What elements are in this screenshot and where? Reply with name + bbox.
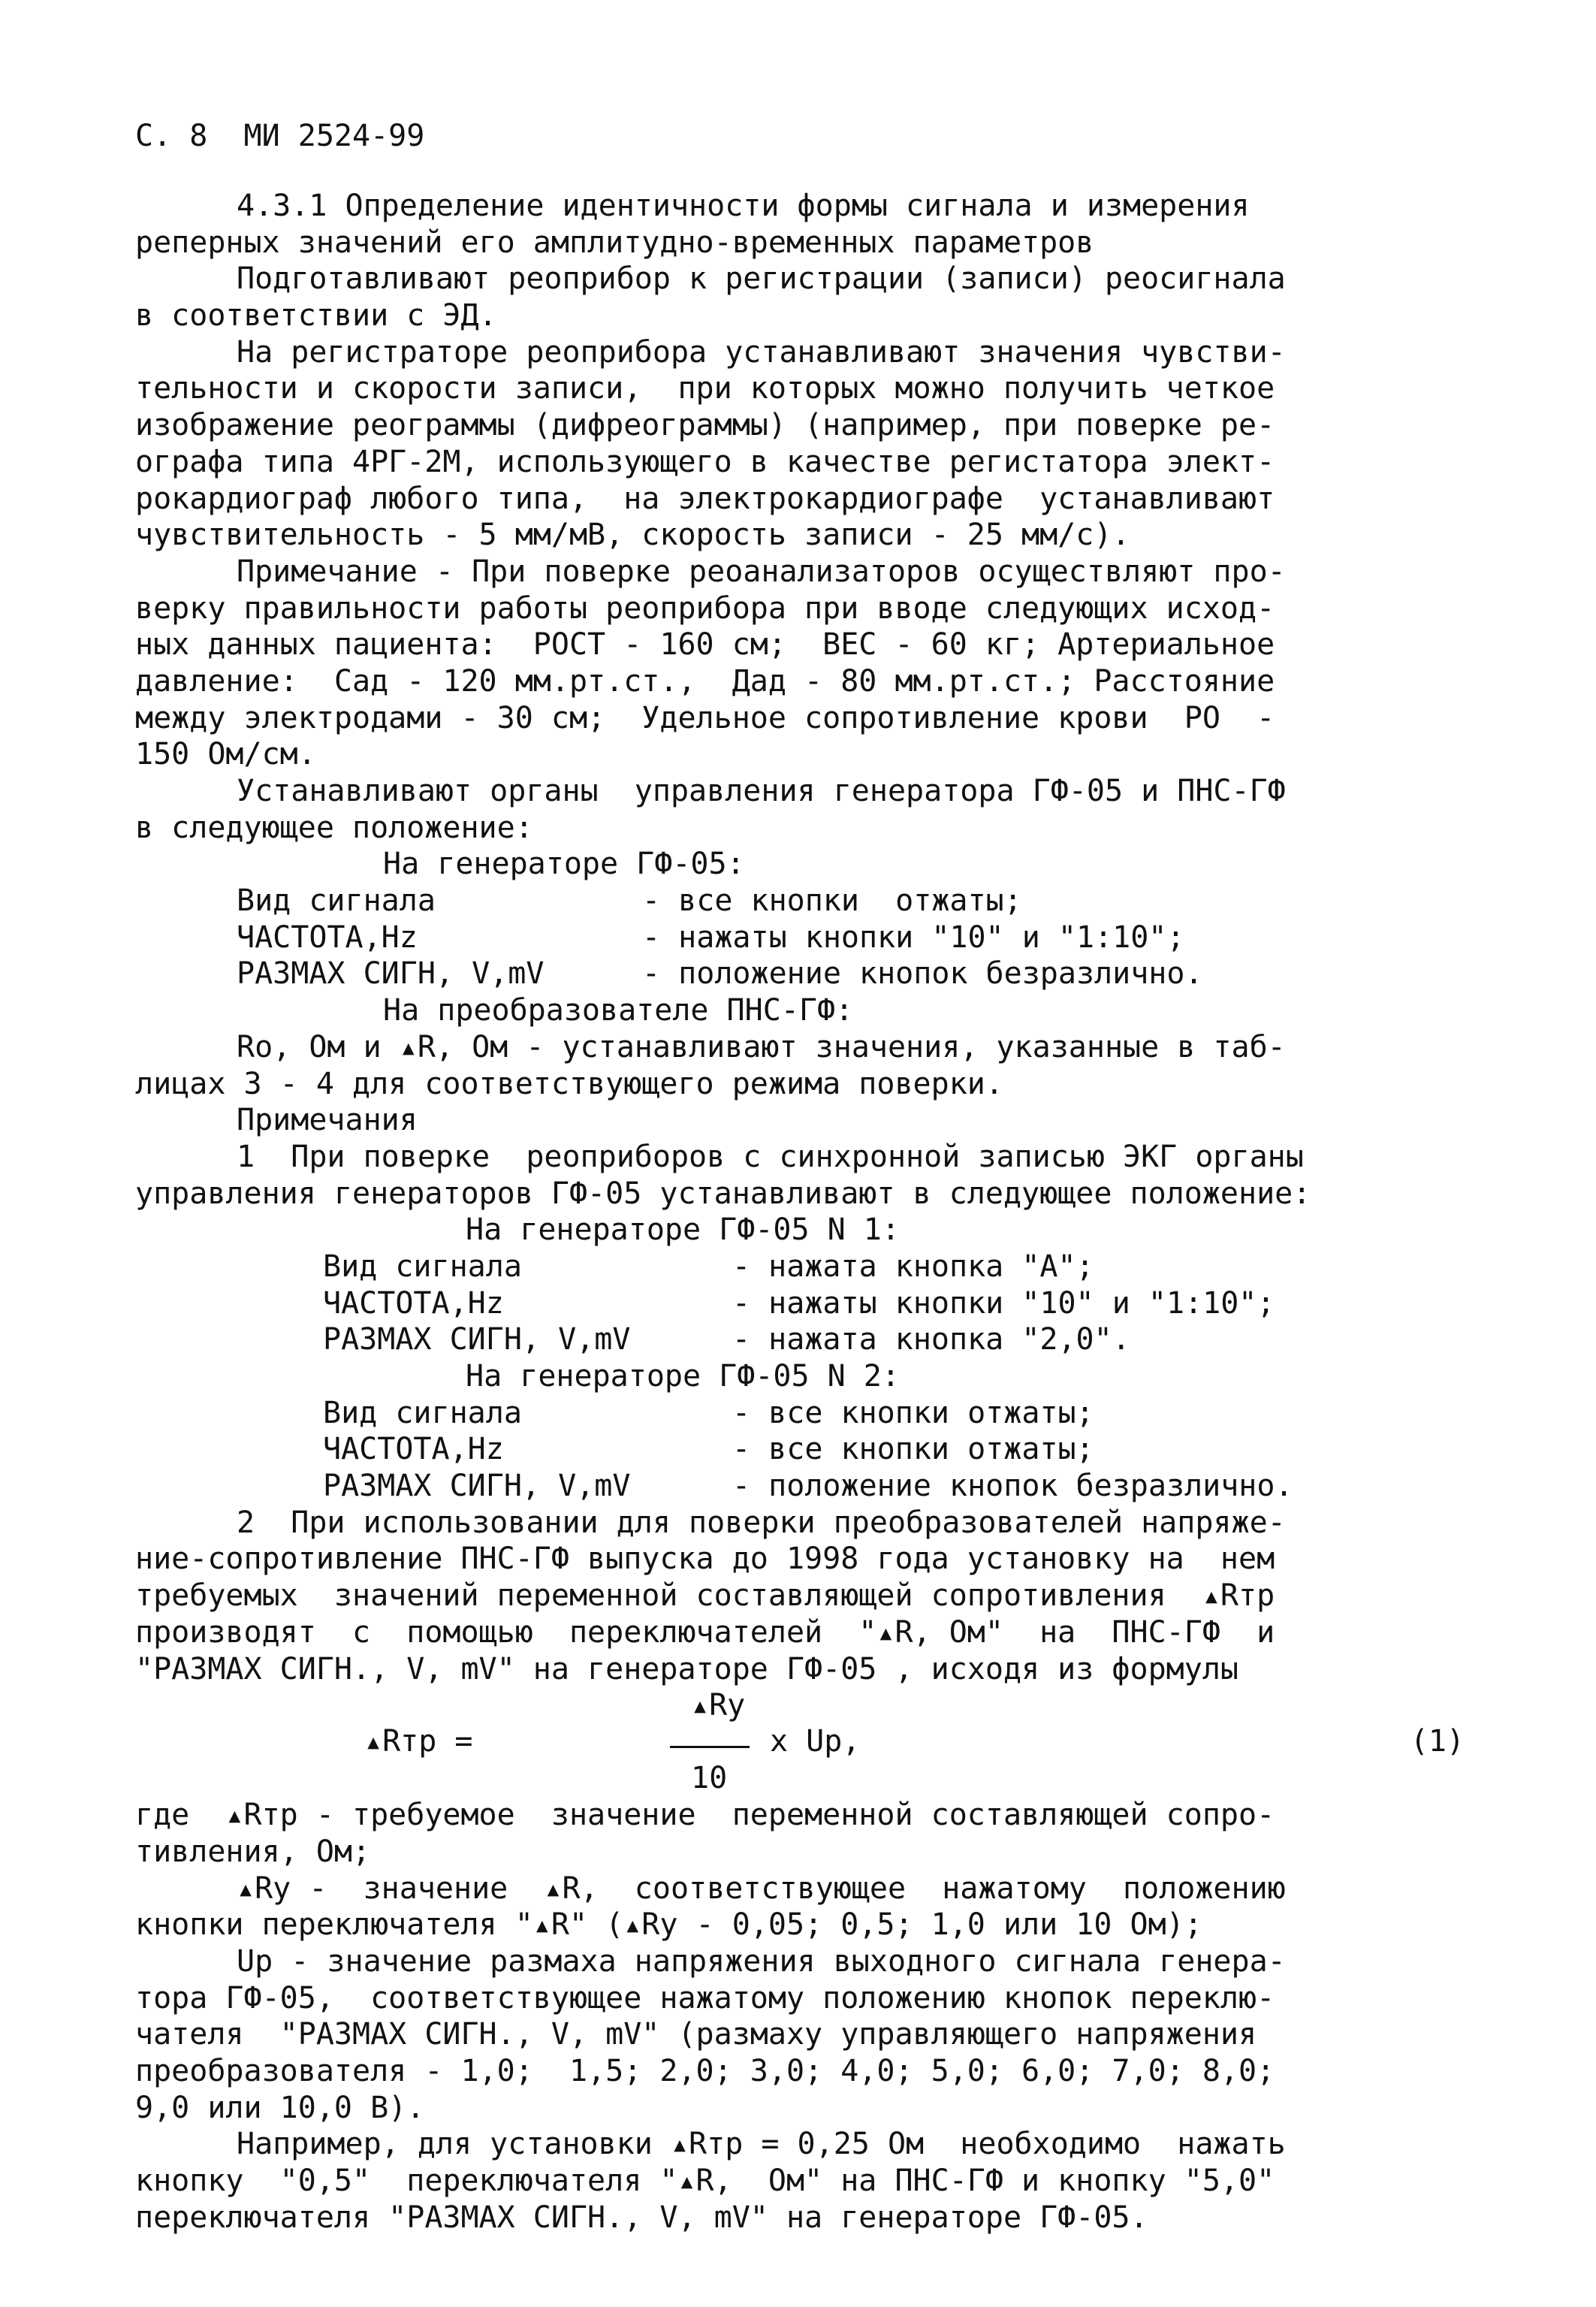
paragraph-line: чувствительность - 5 мм/мВ, скорость записи - 25 мм/с). [135,518,1130,553]
example-line: кнопку "0,5" переключателя "▴R, Ом" на ПНС-ГФ и кнопку "5,0" [135,2164,1275,2199]
generator-setting-row [135,1321,1502,1358]
paragraph-line: Устанавливают органы управления генератора ГФ-05 и ПНС-ГФ [237,774,1286,808]
page-header: С. 8 МИ 2524-99 [135,119,425,153]
setting-name: ЧАСТОТА,Hz [323,1432,504,1467]
generator-setting-row [135,883,1502,919]
generator-1-heading: На генераторе ГФ-05 N 1: [466,1212,900,1248]
example-line: переключателя "РАЗМАХ СИГН., V, mV" на генераторе ГФ-05. [135,2200,1148,2235]
generator-setting-row [135,1395,1502,1432]
setting-name: Вид сигнала [323,1395,522,1430]
setting-value: - нажаты кнопки "10" и "1:10"; [642,919,1185,955]
setting-name: ЧАСТОТА,Hz [323,1285,504,1321]
note-line: 1 При поверке реоприборов с синхронной записью ЭКГ органы [237,1139,1304,1174]
paragraph-line: изображение реограммы (дифреограммы) (например, при поверке ре- [135,408,1275,443]
formula-numerator: ▴Ry [691,1688,746,1723]
setting-value: - все кнопки отжаты; [732,1432,1094,1467]
generator-setting-row [135,919,1502,956]
definition-line: тивления, Ом; [135,1834,371,1869]
paragraph-line: На регистраторе реоприбора устанавливают значения чувстви- [237,334,1286,370]
paragraph-line: тельности и скорости записи, при которых можно получить четкое [135,371,1275,406]
note-line: ных данных пациента: РОСТ - 160 см; ВЕС - 60 кг; Артериальное [135,627,1275,663]
definition-line: кнопки переключателя "▴R" (▴Ry - 0,05; 0,5; 1,0 или 10 Ом); [135,1907,1202,1943]
definition-line: где ▴Rтр - требуемое значение переменной составляющей сопро- [135,1798,1275,1833]
note-line: верку правильности работы реоприбора при вводе следующих исход- [135,590,1275,626]
paragraph-line: ографа типа 4РГ-2М, использующего в качестве регистатора элект- [135,444,1275,479]
setting-value: - нажата кнопка "2,0". [732,1322,1130,1357]
setting-name: Вид сигнала [323,1249,522,1284]
formula-denominator: 10 [691,1761,728,1796]
converter-text-line: Ro, Ом и ▴R, Ом - устанавливают значения, указанные в таб- [237,1029,1286,1064]
converter-text-line: лицах 3 - 4 для соответствующего режима поверки. [135,1066,1003,1101]
paragraph-line: рокардиограф любого типа, на электрокардиографе устанавливают [135,481,1275,516]
note-line: производят с помощью переключателей "▴R, Ом" на ПНС-ГФ и [135,1614,1275,1650]
definition-line: чателя "РАЗМАХ СИГН., V, mV" (размаху управляющего напряжения [135,2017,1257,2052]
generator-2-heading: На генераторе ГФ-05 N 2: [466,1359,900,1394]
definition-line: тора ГФ-05, соответствующее нажатому положению кнопок переклю- [135,1980,1275,2016]
setting-value: - нажаты кнопки "10" и "1:10"; [732,1285,1275,1321]
formula-lhs: ▴Rтр = [364,1724,473,1759]
note-line: управления генераторов ГФ-05 устанавливают в следующее положение: [135,1176,1311,1211]
setting-value: - положение кнопок безразлично. [642,956,1203,992]
setting-name: РАЗМАХ СИГН, V,mV [237,956,545,992]
note-line: давление: Сад - 120 мм.рт.ст., Дад - 80 мм.рт.ст.; Расстояние [135,663,1275,699]
notes-heading: Примечания [237,1103,418,1138]
paragraph-line: Подготавливают реоприбор к регистрации (записи) реосигнала [237,261,1286,297]
paragraph-line: в следующее положение: [135,810,533,845]
setting-value: - нажата кнопка "А"; [732,1249,1094,1284]
section-title-line-2: реперных значений его амплитудно-временных параметров [135,225,1094,260]
note-line: "РАЗМАХ СИГН., V, mV" на генераторе ГФ-05 , исходя из формулы [135,1651,1239,1686]
paragraph-line: в соответствии с ЭД. [135,298,497,334]
page-body [135,188,1502,2236]
note-line: 2 При использовании для поверки преобразователей напряже- [237,1505,1286,1540]
generator-setting-row [135,956,1502,992]
setting-value: - все кнопки отжаты; [732,1395,1094,1430]
generator-heading: На генераторе ГФ-05: [383,847,745,882]
setting-name: РАЗМАХ СИГН, V,mV [323,1469,631,1504]
setting-value: - положение кнопок безразлично. [732,1469,1293,1504]
fraction-bar [670,1746,750,1748]
note-line: между электродами - 30 см; Удельное сопротивление крови РО - [135,700,1275,735]
section-title-line-1: 4.3.1 Определение идентичности формы сигнала и измерения [237,189,1250,223]
setting-value: - все кнопки отжаты; [642,883,1022,919]
note-line: 150 Ом/см. [135,737,316,772]
equation-number: (1) [1410,1724,1465,1759]
note-line: требуемых значений переменной составляющей сопротивления ▴Rтр [135,1578,1275,1614]
generator-setting-row [135,1468,1502,1505]
definition-line: Up - значение размаха напряжения выходного сигнала генера- [237,1943,1286,1979]
definition-line: ▴Ry - значение ▴R, соответствующее нажатому положению [237,1871,1286,1906]
generator-setting-row [135,1431,1502,1468]
formula-1 [135,1687,1502,1797]
example-line: Например, для установки ▴Rтр = 0,25 Ом необходимо нажать [237,2127,1286,2162]
setting-name: РАЗМАХ СИГН, V,mV [323,1322,631,1357]
formula-rhs: x Up, [770,1724,861,1759]
definition-line: преобразователя - 1,0; 1,5; 2,0; 3,0; 4,0; 5,0; 6,0; 7,0; 8,0; [135,2054,1275,2088]
note-line: ние-сопротивление ПНС-ГФ выпуска до 1998 года установку на нем [135,1542,1275,1577]
setting-name: Вид сигнала [237,883,436,919]
converter-heading: На преобразователе ПНС-ГФ: [383,993,854,1028]
definition-line: 9,0 или 10,0 В). [135,2090,425,2125]
note-line: Примечание - При поверке реоанализаторов осуществляют про- [237,554,1286,589]
generator-setting-row [135,1249,1502,1285]
setting-name: ЧАСТОТА,Hz [237,919,418,955]
generator-setting-row [135,1285,1502,1322]
